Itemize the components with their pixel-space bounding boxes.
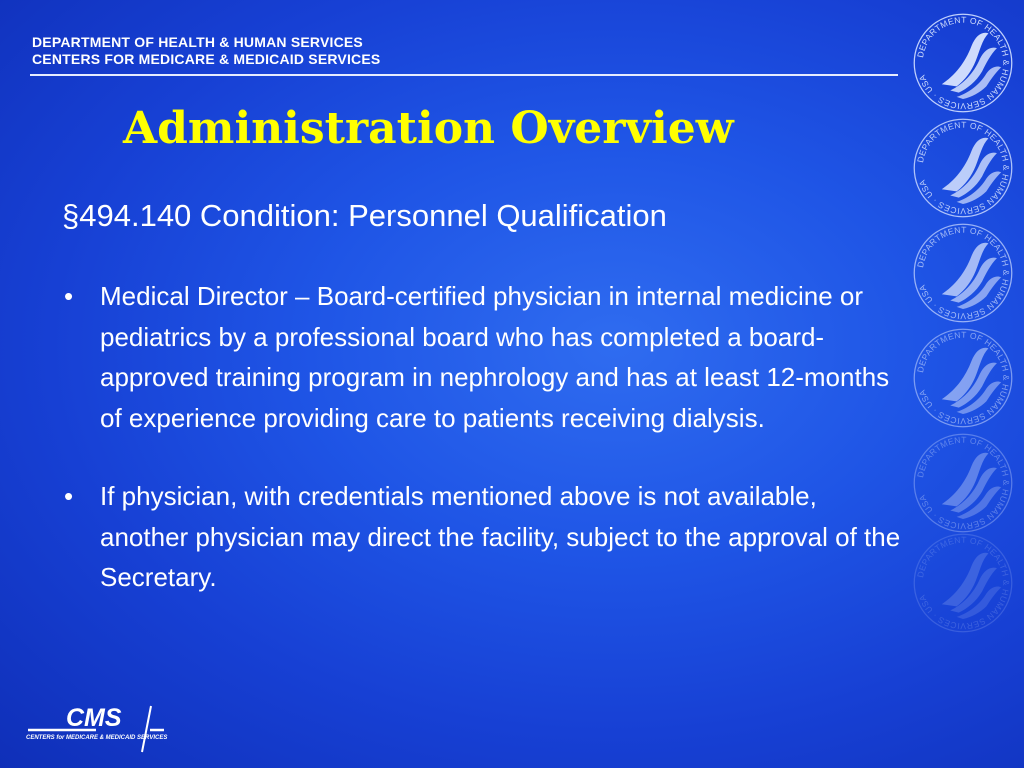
agency-header: [32, 34, 380, 68]
hhs-eagle-seal-icon: [910, 530, 1016, 636]
bullet-text: Medical Director – Board-certified physician in internal medicine or pediatrics by a professional board who has completed a board-approved training program in nephrology and has at least 12-months of experience providing care to patients receiving dialysis.: [100, 281, 890, 433]
cms-logo: [26, 700, 166, 754]
bullet-text: If physician, with credentials mentioned above is not available, another physician may direct the facility, subject to the approval of the Secretary.: [100, 481, 901, 592]
bullet-marker: •: [64, 481, 74, 511]
hhs-eagle-seal-icon: [910, 220, 1016, 326]
hhs-eagle-seal-icon: [910, 115, 1016, 221]
bullet-marker: •: [64, 281, 74, 311]
agency-line-hhs: DEPARTMENT OF HEALTH & HUMAN SERVICES: [32, 34, 363, 50]
slide-title: Administration Overview: [123, 103, 734, 154]
cms-tagline: CENTERS for MEDICARE & MEDICAID SERVICES: [26, 735, 168, 741]
bullet-item-medical-director: [62, 276, 912, 438]
slide-subtitle: §494.140 Condition: Personnel Qualification: [62, 198, 667, 233]
bullet-list: [62, 276, 912, 598]
hhs-eagle-seal-icon: [910, 430, 1016, 536]
agency-line-cms: CENTERS FOR MEDICARE & MEDICAID SERVICES: [32, 51, 381, 67]
hhs-eagle-seal-icon: [910, 10, 1016, 116]
hhs-eagle-seal-icon: [910, 325, 1016, 431]
hhs-seal-column: [910, 0, 1020, 580]
header-divider: [30, 74, 898, 76]
bullet-item-alternate-physician: [62, 476, 912, 598]
cms-wordmark: CMS: [66, 704, 122, 732]
